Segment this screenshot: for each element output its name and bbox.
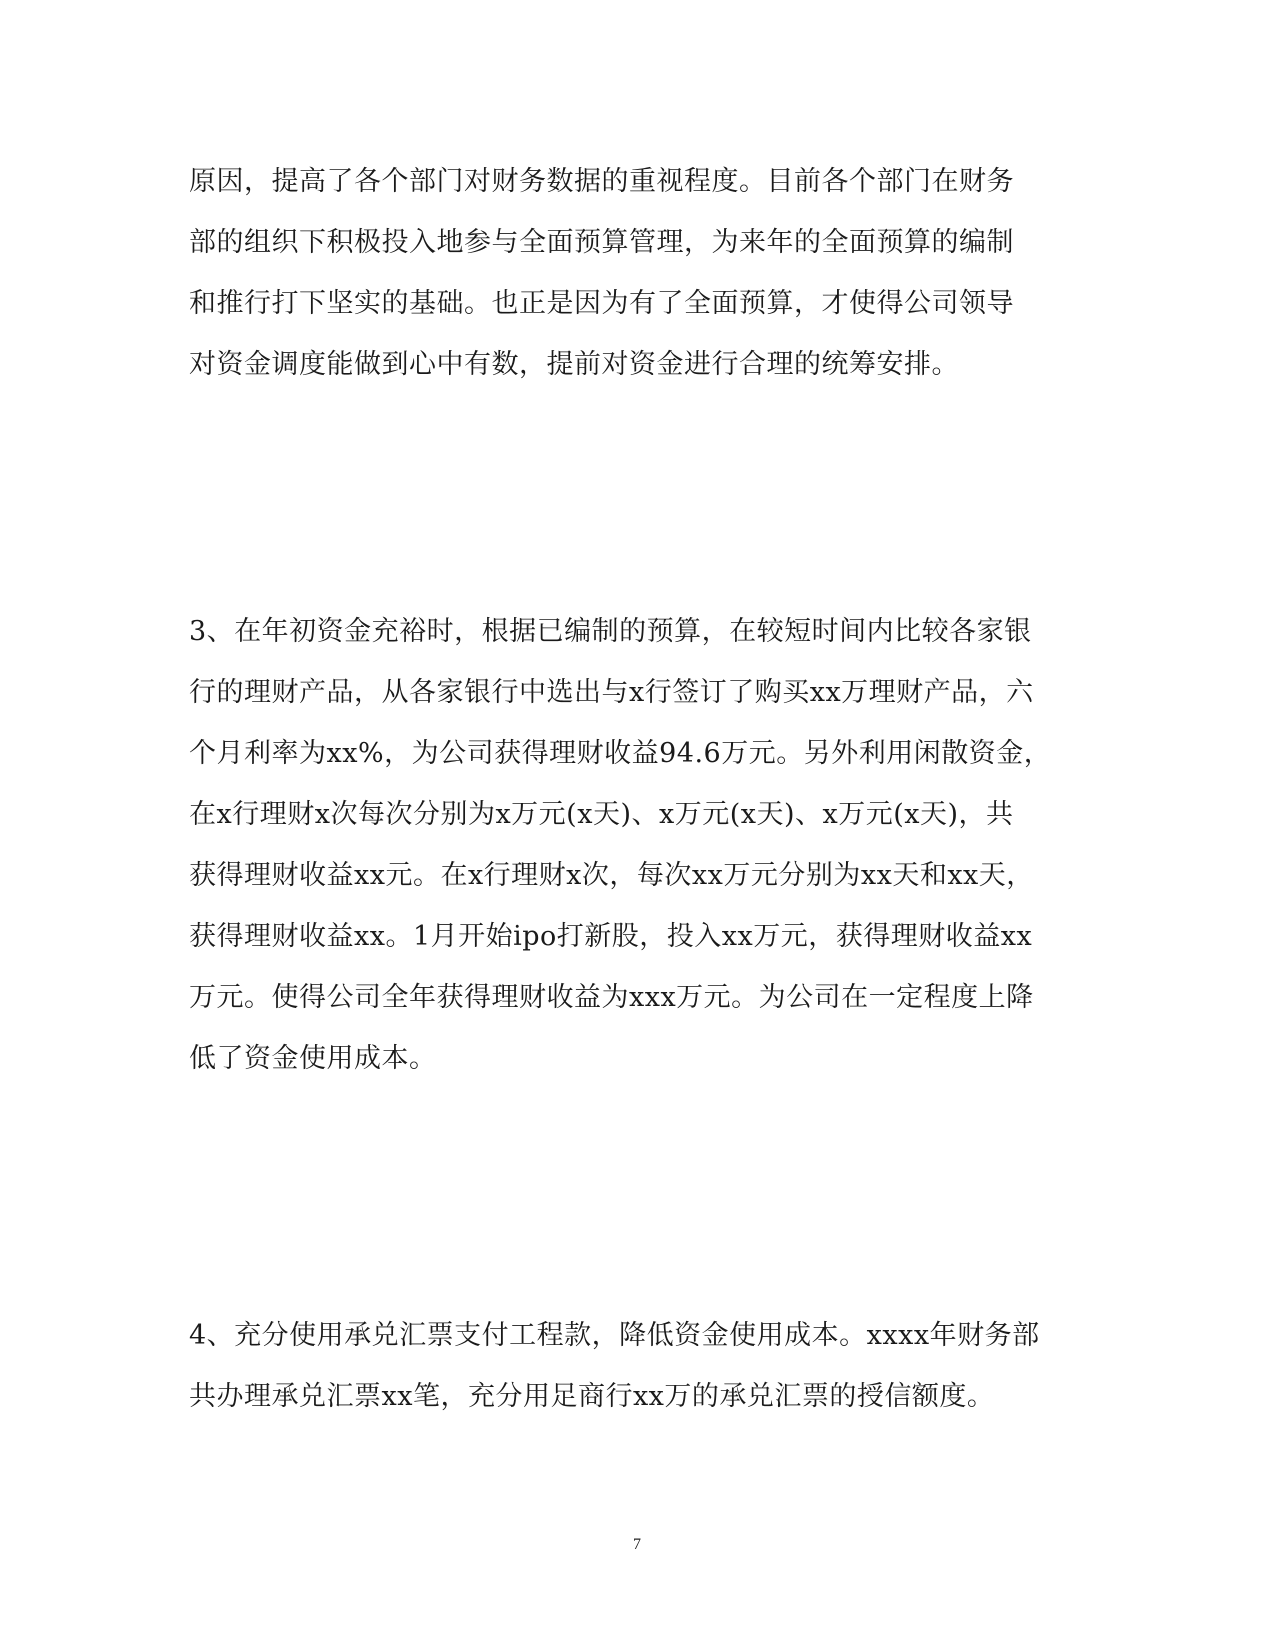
paragraph-2-line-6: 获得理财收益xx。1月开始ipo打新股，投入xx万元，获得理财收益xx xyxy=(189,921,1033,952)
paragraph-1-line-2: 部的组织下积极投入地参与全面预算管理，为来年的全面预算的编制 xyxy=(189,227,1014,258)
paragraph-1-line-1: 原因，提高了各个部门对财务数据的重视程度。目前各个部门在财务 xyxy=(189,166,1014,197)
paragraph-2-line-7: 万元。使得公司全年获得理财收益为xxx万元。为公司在一定程度上降 xyxy=(189,982,1034,1013)
paragraph-3-line-1: 4、充分使用承兑汇票支付工程款，降低资金使用成本。xxxx年财务部 xyxy=(189,1320,1040,1351)
paragraph-1-line-4: 对资金调度能做到心中有数，提前对资金进行合理的统筹安排。 xyxy=(189,349,959,380)
paragraph-2-line-3: 个月利率为xx%，为公司获得理财收益94.6万元。另外利用闲散资金， xyxy=(189,738,1052,769)
paragraph-3-line-2: 共办理承兑汇票xx笔，充分用足商行xx万的承兑汇票的授信额度。 xyxy=(189,1381,995,1412)
paragraph-2-line-5: 获得理财收益xx元。在x行理财x次，每次xx万元分别为xx天和xx天， xyxy=(189,860,1034,891)
paragraph-2-line-4: 在x行理财x次每次分别为x万元(x天)、x万元(x天)、x万元(x天)，共 xyxy=(189,799,1014,830)
paragraph-2-line-2: 行的理财产品，从各家银行中选出与x行签订了购买xx万理财产品，六 xyxy=(189,677,1034,708)
paragraph-1-line-3: 和推行打下坚实的基础。也正是因为有了全面预算，才使得公司领导 xyxy=(189,288,1014,319)
paragraph-2-line-1: 3、在年初资金充裕时，根据已编制的预算，在较短时间内比较各家银 xyxy=(189,616,1032,647)
paragraph-2-line-8: 低了资金使用成本。 xyxy=(189,1043,437,1074)
page-number: 7 xyxy=(633,1536,641,1553)
